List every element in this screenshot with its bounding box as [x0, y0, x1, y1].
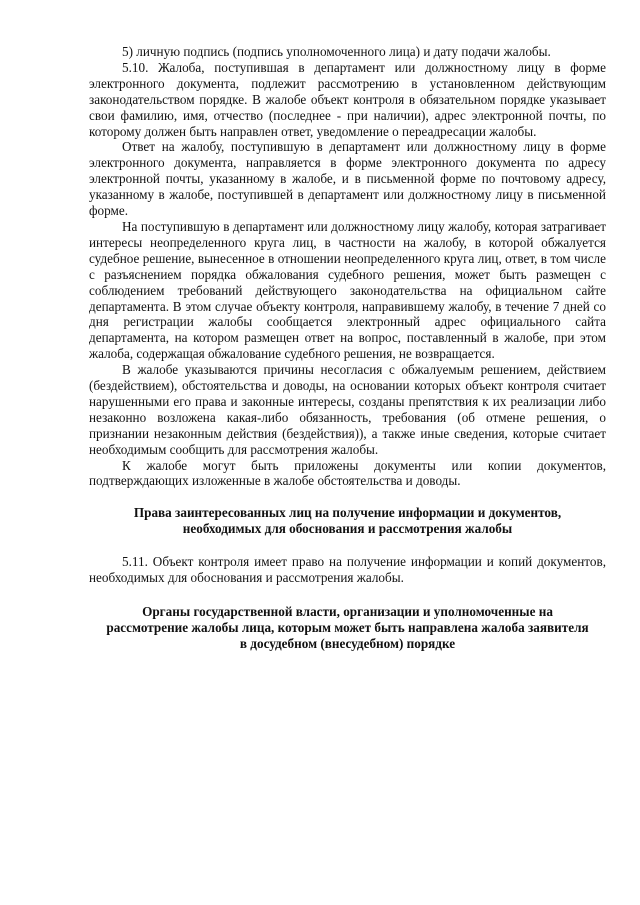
paragraph-5-10: 5.10. Жалоба, поступившая в департамент или должностному лицу в форме электронного документа, подлежит рассмотрению в установленном действующим законодательством порядке. В жалобе объект контроля в обязательном порядке указывает свои фамилию, имя, отчество (последнее - при наличии), адрес электронной почты, по которому должен быть направлен ответ, уведомление о переадресации жалобы.	[89, 59, 606, 139]
document-page	[89, 44, 606, 652]
paragraph-response-electronic: Ответ на жалобу, поступившую в департамент или должностному лицу в форме электронного документа, направляется в форме электронного документа по адресу электронной почты, указанному в жалобе, и в письменной форме по почтовому адресу, указанному в жалобе, поступившей в департамент или должностному лицу в письменной форме.	[89, 139, 606, 219]
paragraph-court-decision: На поступившую в департамент или должностному лицу жалобу, которая затрагивает интересы неопределенного круга лиц, в частности на жалобу, в которой обжалуется судебное решение, вынесенное в отношении неопределенного круга лиц, ответ, в том числе с разъяснением порядка обжалования судебного решения, может быть размещен с соблюдением требований действующего законодательства на официальном сайте департамента. В этом случае объекту контроля, направившему жалобу, в течение 7 дней со дня регистрации жалобы сообщается электронный адрес официального сайта департамента, на котором размещен ответ на вопрос, поставленный в жалобе, при этом жалоба, содержащая обжалование судебного решения, не возвращается.	[89, 218, 606, 362]
section-heading-rights: Права заинтересованных лиц на получение информации и документов, необходимых для обоснования и рассмотрения жалобы	[133, 505, 562, 537]
paragraph-complaint-reasons: В жалобе указываются причины несогласия с обжалуемым решением, действием (бездействием), обстоятельства и доводы, на основании которых объект контроля считает нарушенными его права и законные интересы, созданы препятствия к их реализации либо незаконно возложена какая-либо обязанность, требования (об отмене решения, о признании незаконным действия (бездействия)), а также иные сведения, которые считает необходимым сообщить для рассмотрения жалобы.	[89, 362, 606, 457]
paragraph-signature-item: 5) личную подпись (подпись уполномоченного лица) и дату подачи жалобы.	[122, 44, 551, 59]
paragraph-5-11: 5.11. Объект контроля имеет право на получение информации и копий документов, необходимых для обоснования и рассмотрения жалобы.	[89, 554, 606, 586]
paragraph-attachments: К жалобе могут быть приложены документы или копии документов, подтверждающих изложенные в жалобе обстоятельства и доводы.	[89, 457, 606, 489]
section-heading-organs: Органы государственной власти, организации и уполномоченные на рассмотрение жалобы лица, которым может быть направлена жалоба заявителя в досудебном (внесудебном) порядке	[106, 604, 589, 651]
